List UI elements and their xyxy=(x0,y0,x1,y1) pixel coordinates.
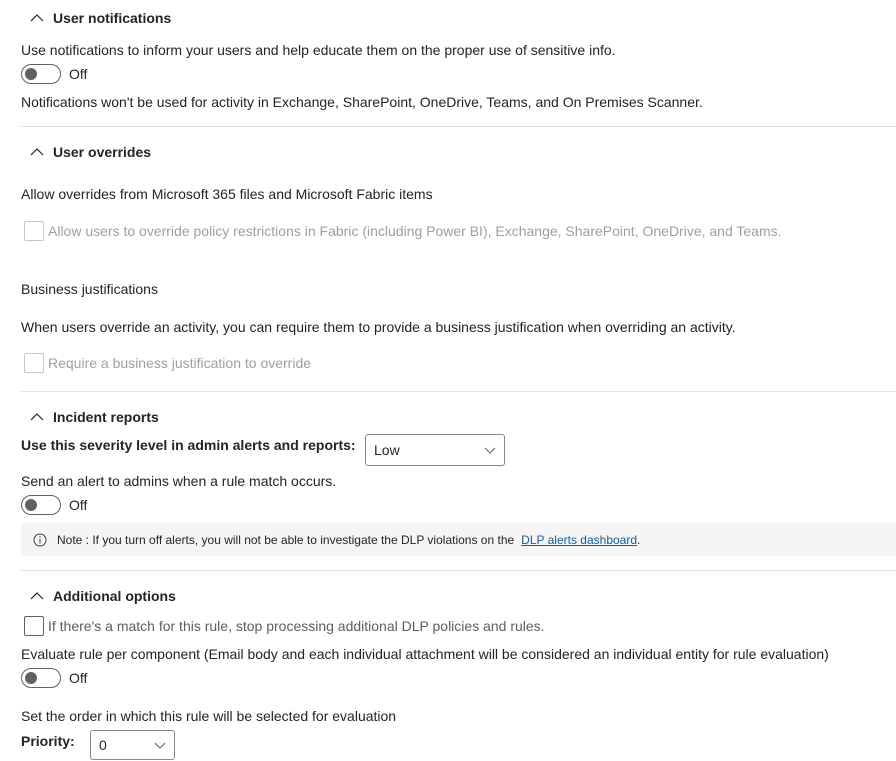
chevron-up-icon xyxy=(29,144,45,160)
user-notifications-header[interactable] xyxy=(29,10,171,26)
alert-admins-toggle[interactable] xyxy=(21,495,61,515)
section-title: Incident reports xyxy=(53,409,159,425)
allow-overrides-checkbox[interactable] xyxy=(24,221,44,241)
toggle-state-label: Off xyxy=(69,66,88,82)
chevron-up-icon xyxy=(29,588,45,604)
notifications-note: Notifications won't be used for activity in Exchange, SharePoint, OneDrive, Teams, and On Premises Scanner. xyxy=(21,94,703,110)
note-period: . xyxy=(637,532,641,547)
severity-label: Use this severity level in admin alerts and reports: xyxy=(21,437,356,453)
chevron-down-icon xyxy=(154,739,166,751)
evaluate-per-component-label: Evaluate rule per component (Email body and each individual attachment will be considered an individual entity for rule evaluation) xyxy=(21,646,829,662)
note-text: Note : If you turn off alerts, you will not be able to investigate the DLP violations on the xyxy=(57,532,515,547)
alert-admins-label: Send an alert to admins when a rule match occurs. xyxy=(21,473,337,489)
toggle-knob xyxy=(25,499,37,511)
stop-processing-checkbox[interactable] xyxy=(24,616,44,636)
section-title: User notifications xyxy=(53,10,172,26)
priority-dropdown[interactable] xyxy=(90,730,175,760)
severity-value: Low xyxy=(374,442,400,458)
allow-overrides-checkbox-label: Allow users to override policy restrictions in Fabric (including Power BI), Exchange, SharePoint, OneDrive, and Teams. xyxy=(48,223,782,239)
notifications-toggle[interactable] xyxy=(21,64,61,84)
alerts-note-bar xyxy=(21,523,896,556)
stop-processing-label: If there's a match for this rule, stop processing additional DLP policies and rules. xyxy=(48,618,545,634)
toggle-knob xyxy=(25,68,37,80)
chevron-up-icon xyxy=(29,10,45,26)
toggle-knob xyxy=(25,672,37,684)
divider xyxy=(21,126,896,127)
require-justification-label: Require a business justification to override xyxy=(48,355,312,371)
require-justification-checkbox[interactable] xyxy=(24,353,44,373)
info-icon xyxy=(33,533,47,547)
business-justifications-description: When users override an activity, you can require them to provide a business justification when overriding an activity. xyxy=(21,319,736,335)
divider xyxy=(21,391,896,392)
priority-value: 0 xyxy=(99,737,107,753)
additional-options-header[interactable] xyxy=(29,588,176,604)
notifications-description: Use notifications to inform your users and help educate them on the proper use of sensitive info. xyxy=(21,42,616,58)
divider xyxy=(21,570,896,571)
toggle-state-label: Off xyxy=(69,670,88,686)
chevron-up-icon xyxy=(29,409,45,425)
allow-overrides-title: Allow overrides from Microsoft 365 files and Microsoft Fabric items xyxy=(21,186,433,202)
incident-reports-header[interactable] xyxy=(29,409,159,425)
chevron-down-icon xyxy=(484,444,496,456)
toggle-state-label: Off xyxy=(69,497,88,513)
section-title: Additional options xyxy=(53,588,176,604)
dlp-alerts-dashboard-link[interactable]: DLP alerts dashboard xyxy=(521,532,638,547)
user-overrides-header[interactable] xyxy=(29,144,151,160)
evaluate-per-component-toggle[interactable] xyxy=(21,668,61,688)
business-justifications-title: Business justifications xyxy=(21,281,158,297)
evaluation-order-label: Set the order in which this rule will be selected for evaluation xyxy=(21,708,397,724)
severity-dropdown[interactable] xyxy=(365,434,505,466)
priority-label: Priority: xyxy=(21,733,75,749)
section-title: User overrides xyxy=(53,144,152,160)
